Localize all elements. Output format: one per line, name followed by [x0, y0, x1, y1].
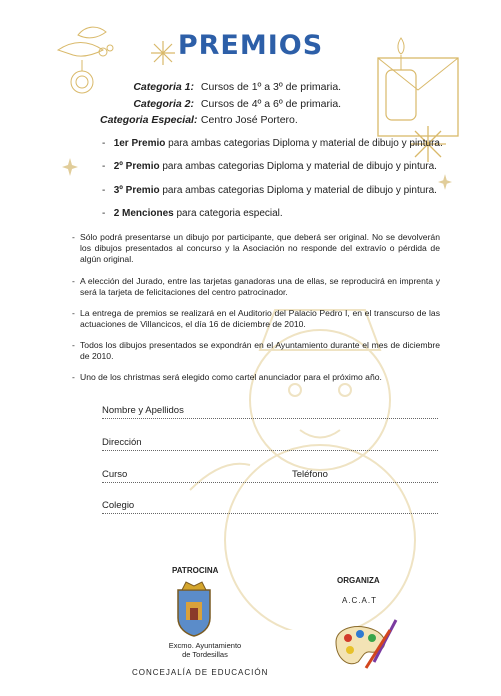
town-hall-line: Excmo. Ayuntamiento: [168, 641, 242, 650]
address-field[interactable]: [102, 434, 438, 451]
school-field[interactable]: [102, 497, 438, 514]
prize-text: para ambas categorias Diploma y material de dibujo y pintura.: [165, 138, 443, 149]
category-2: [110, 97, 341, 111]
category-label: Categoria 2:: [133, 98, 194, 110]
category-text: Cursos de 1º a 3º de primaria.: [200, 81, 342, 93]
prize-title: 2º Premio: [113, 161, 160, 172]
category-text: Centro José Portero.: [200, 114, 298, 126]
list-dash: -: [102, 185, 106, 196]
category-special: [100, 113, 298, 127]
category-label: Categoria Especial:: [100, 114, 198, 126]
rule-text: La entrega de premios se realizará en el Auditorio del Palacio Pedro I, en el transcurso de las actuaciones de Villancicos, el día 16 de diciembre de 2010.: [80, 308, 440, 329]
list-dash: -: [72, 276, 75, 286]
field-label: Dirección: [102, 437, 142, 448]
category-label: Categoria 1:: [133, 81, 194, 93]
list-dash: -: [72, 372, 75, 382]
name-field[interactable]: [102, 402, 438, 419]
prize-title: 3º Premio: [113, 185, 160, 196]
prize-mentions: [102, 208, 283, 219]
rule-item: [72, 372, 440, 383]
list-dash: -: [102, 208, 106, 219]
prize-title: 2 Menciones: [113, 208, 174, 219]
prize-second: [102, 161, 437, 172]
field-label: Curso: [102, 469, 128, 480]
prize-text: para ambas categorias Diploma y material de dibujo y pintura.: [159, 161, 437, 172]
list-dash: -: [72, 232, 75, 242]
list-dash: -: [102, 161, 106, 172]
organizer-label: ORGANIZA: [337, 576, 380, 585]
rule-item: [72, 232, 440, 265]
field-label: Nombre y Apellidos: [102, 405, 184, 416]
rule-item: [72, 276, 440, 298]
town-hall-label: [160, 641, 250, 659]
rule-item: [72, 308, 440, 330]
rule-text: Uno de los christmas será elegido como cartel anunciador para el próximo año.: [80, 372, 382, 382]
rule-text: Sólo podrá presentarse un dibujo por participante, que deberá ser original. No se devolverán los dibujos presentados al concurso y la Asociación no responde del extravío o pérdida de algún original.: [80, 232, 440, 264]
organizer-name: A.C.A.T: [342, 596, 378, 605]
field-label: Teléfono: [292, 469, 328, 480]
star-icon: [438, 174, 452, 190]
rule-text: Todos los dibujos presentados se expondrán en el Ayuntamiento durante el mes de diciembre de 2010.: [80, 340, 440, 361]
list-dash: -: [72, 340, 75, 350]
category-text: Cursos de 4º a 6º de primaria.: [200, 98, 342, 110]
prize-first: [102, 138, 443, 149]
sponsor-label: PATROCINA: [172, 566, 219, 575]
page-title: PREMIOS: [177, 30, 324, 61]
list-dash: -: [72, 308, 75, 318]
rule-item: [72, 340, 440, 362]
prize-third: [102, 185, 437, 196]
coat-of-arms-icon: [172, 580, 216, 638]
list-dash: -: [102, 138, 106, 149]
rule-text: A elección del Jurado, entre las tarjetas ganadoras una de ellas, se reproducirá en imprenta y será la tarjeta de felicitaciones del centro patrocinador.: [80, 276, 440, 297]
council-label: CONCEJALÍA DE EDUCACIÓN: [132, 668, 269, 677]
course-phone-field[interactable]: [102, 466, 438, 483]
painter-palette-logo-icon: [322, 612, 400, 674]
prize-title: 1er Premio: [113, 138, 166, 149]
category-1: [110, 80, 341, 94]
prize-text: para categoria especial.: [173, 208, 283, 219]
town-hall-line: de Tordesillas: [182, 650, 228, 659]
prize-text: para ambas categorias Diploma y material de dibujo y pintura.: [159, 185, 437, 196]
star-icon: [62, 158, 78, 176]
field-label: Colegio: [102, 500, 135, 511]
